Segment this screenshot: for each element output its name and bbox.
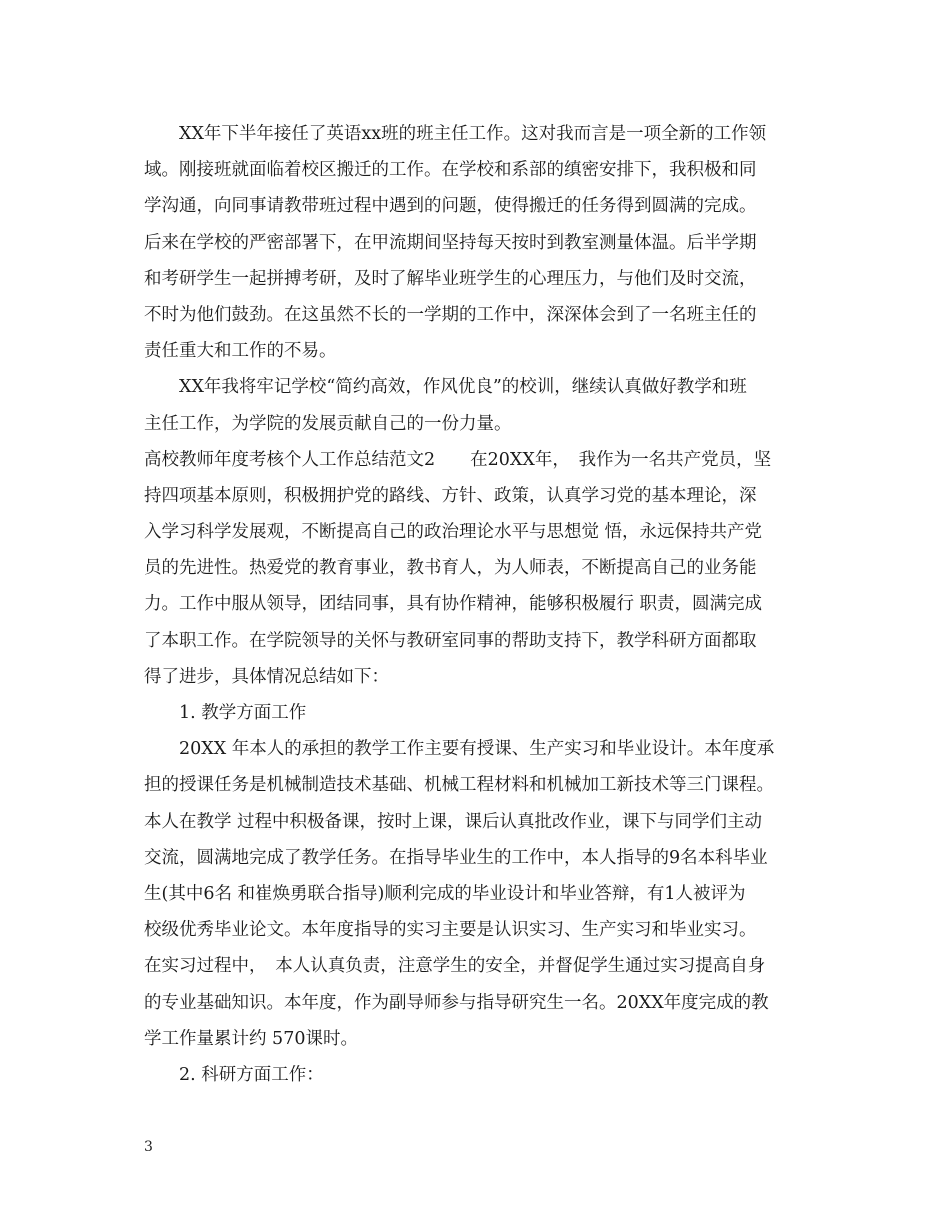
text-line: 力。工作中服从领导，团结同事，具有协作精神，能够积极履行 职责，圆满完成 [144,594,763,615]
subheading-teaching: 1. 教学方面工作 [179,703,307,723]
text-line: 后来在学校的严密部署下，在甲流期间坚持每天按时到教室测量体温。后半学期 [144,232,757,253]
text-line: 了本职工作。在学院领导的关怀与教研室同事的帮助支持下，教学科研方面都取 [144,630,757,651]
section-title-line: 高校教师年度考核个人工作总结范文2 在20XX年， 我作为一名共产党员，坚 [144,449,772,470]
text-line: 员的先进性。热爱党的教育事业，教书育人，为人师表，不断提高自己的业务能 [144,558,757,579]
text-line: 担的授课任务是机械制造技术基础、机械工程材料和机械加工新技术等三门课程。 [144,775,774,796]
text-line: XX年我将牢记学校“简约高效，作风优良”的校训，继续认真做好教学和班 [179,377,747,398]
text-line: 域。刚接班就面临着校区搬迁的工作。在学校和系部的缜密安排下，我积极和同 [144,160,757,181]
text-line: 校级优秀毕业论文。本年度指导的实习主要是认识实习、生产实习和毕业实习。 [144,920,757,941]
text-line: 交流，圆满地完成了教学任务。在指导毕业生的工作中，本人指导的9名本科毕业 [144,847,768,868]
text-line: 得了进步，具体情况总结如下： [144,666,389,687]
subheading-research: 2. 科研方面工作： [179,1064,324,1085]
document-body [144,116,814,1093]
text-line: 本人在教学 过程中积极备课，按时上课，课后认真批改作业，课下与同学们主动 [144,811,763,832]
text-line: 生(其中6名 和崔焕勇联合指导)顺利完成的毕业设计和毕业答辩，有1人被评为 [144,883,746,904]
text-line: 学沟通，向同事请教带班过程中遇到的问题，使得搬迁的任务得到圆满的完成。 [144,196,757,217]
text-line: XX年下半年接任了英语xx班的班主任工作。这对我而言是一项全新的工作领 [179,124,767,144]
text-line: 持四项基本原则，积极拥护党的路线、方针、政策，认真学习党的基本理论，深 [144,485,757,506]
text-line: 不时为他们鼓劲。在这虽然不长的一学期的工作中，深深体会到了一名班主任的 [144,304,757,325]
text-line: 和考研学生一起拼搏考研，及时了解毕业班学生的心理压力，与他们及时交流， [144,268,757,289]
page-number: 3 [144,1139,153,1155]
text-line: 责任重大和工作的不易。 [144,341,337,362]
text-line: 主任工作，为学院的发展贡献自己的一份力量。 [144,413,512,434]
text-line: 在实习过程中， 本人认真负责，注意学生的安全，并督促学生通过实习提高自身 [144,956,766,977]
document-text [144,116,814,1093]
text-line: 的专业基础知识。本年度，作为副导师参与指导研究生一名。20XX年度完成的教 [144,992,769,1013]
text-line: 20XX 年本人的承担的教学工作主要有授课、生产实习和毕业设计。本年度承 [179,739,775,760]
text-line: 入学习科学发展观，不断提高自己的政治理论水平与思想觉 悟，永远保持共产党 [144,522,763,543]
text-line: 学工作量累计约 570课时。 [144,1028,358,1049]
